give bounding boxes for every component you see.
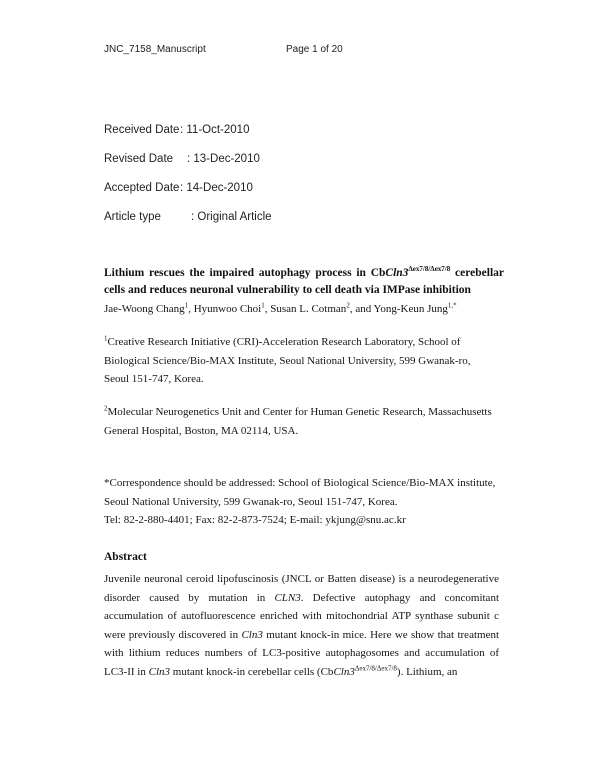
abstract-gene: Cln3: [148, 665, 171, 678]
manuscript-id: JNC_7158_Manuscript: [104, 44, 206, 55]
affiliation-1: [104, 333, 471, 389]
affiliation-text: Molecular Neurogenetics Unit and Center for Human Genetic Research, Massachusetts: [107, 406, 492, 418]
article-title: [104, 265, 504, 299]
author-name: Jae-Woong Chang: [104, 303, 185, 315]
affiliation-number: 2: [104, 404, 108, 413]
author-name: Yong-Keun Jung: [373, 303, 448, 315]
author-name: Hyunwoo Choi: [193, 303, 262, 315]
title-genotype-sup: Δex7/8/Δex7/8: [408, 265, 451, 274]
abstract-body: [104, 570, 499, 682]
accepted-value: : 14-Dec-2010: [180, 182, 253, 194]
article-type-value: : Original Article: [191, 211, 272, 223]
correspondence-line: *Correspondence should be addressed: School of Biological Science/Bio-MAX institute,: [104, 477, 496, 489]
author-affiliation-sup: 1,*: [447, 301, 457, 310]
affiliation-line: [104, 333, 471, 352]
author-separator: ,: [188, 303, 194, 315]
received-date-row: [104, 124, 249, 136]
abstract-text: Juvenile neuronal ceroid lipofuscinosis (JNCL or Batten disease) is a neurodegenerative disorder caused by mutation in: [104, 573, 499, 604]
affiliation-2: [104, 403, 492, 440]
abstract-heading: Abstract: [104, 551, 147, 563]
author-separator: ,: [264, 303, 271, 315]
article-type-label: Article type: [104, 211, 161, 223]
affiliation-line: Biological Science/Bio-MAX Institute, Seoul National University, 599 Gwanak-ro,: [104, 354, 471, 367]
author-affiliation-sup: 1: [184, 301, 189, 310]
author-affiliation-sup: 2: [346, 301, 350, 310]
correspondence-line: Seoul National University, 599 Gwanak-ro, Seoul 151-747, Korea.: [104, 495, 398, 508]
author-list: [104, 300, 457, 319]
correspondence-line: Tel: 82-2-880-4401; Fax: 82-2-873-7524; E-mail: ykjung@snu.ac.kr: [104, 514, 406, 526]
abstract-genotype-sup: Δex7/8/Δex7/8: [354, 664, 397, 673]
received-label: Received Date: [104, 124, 180, 136]
affiliation-line: General Hospital, Boston, MA 02114, USA.: [104, 424, 299, 437]
abstract-text: ). Lithium, an: [396, 665, 458, 678]
article-type-row: [104, 211, 272, 223]
affiliation-text: Creative Research Initiative (CRI)-Acceleration Research Laboratory, School of: [107, 336, 461, 348]
abstract-text: mutant knock-in cerebellar cells (Cb: [170, 665, 334, 678]
author-affiliation-sup: 1: [261, 301, 265, 310]
accepted-date-row: [104, 182, 253, 194]
accepted-label: Accepted Date: [104, 182, 180, 194]
affiliation-line: [104, 403, 492, 422]
revised-value: : 13-Dec-2010: [187, 153, 260, 165]
revised-date-row: [104, 153, 260, 165]
abstract-gene: CLN3: [274, 591, 301, 604]
revised-label: Revised Date: [104, 153, 174, 165]
author-separator: , and: [349, 303, 374, 315]
abstract-text: mutant knock-in mice. Here we show that treatment with lithium reduces numbers of LC3-positive autophagosomes and accumulation of LC3-II in: [104, 628, 500, 678]
correspondence: [104, 474, 495, 530]
page-label: Page 1 of 20: [286, 44, 343, 55]
title-part-2: cerebellar cells and reduces neuronal vulnerability to cell death via IMPase inhibition: [104, 267, 504, 296]
abstract-gene: Cln3: [333, 665, 355, 678]
affiliation-line: Seoul 151-747, Korea.: [104, 373, 204, 385]
abstract-text: . Defective autophagy and concomitant accumulation of autofluorescence enriched with mitochondrial ATP synthase subunit c were previously discovered in: [104, 591, 499, 641]
received-value: : 11-Oct-2010: [180, 124, 250, 136]
abstract-gene: Cln3: [241, 628, 263, 641]
author-name: Susan L. Cotman: [270, 303, 347, 315]
affiliation-number: 1: [104, 334, 108, 343]
title-gene: Cln3: [385, 267, 409, 279]
title-part-1: Lithium rescues the impaired autophagy process in Cb: [104, 267, 386, 279]
